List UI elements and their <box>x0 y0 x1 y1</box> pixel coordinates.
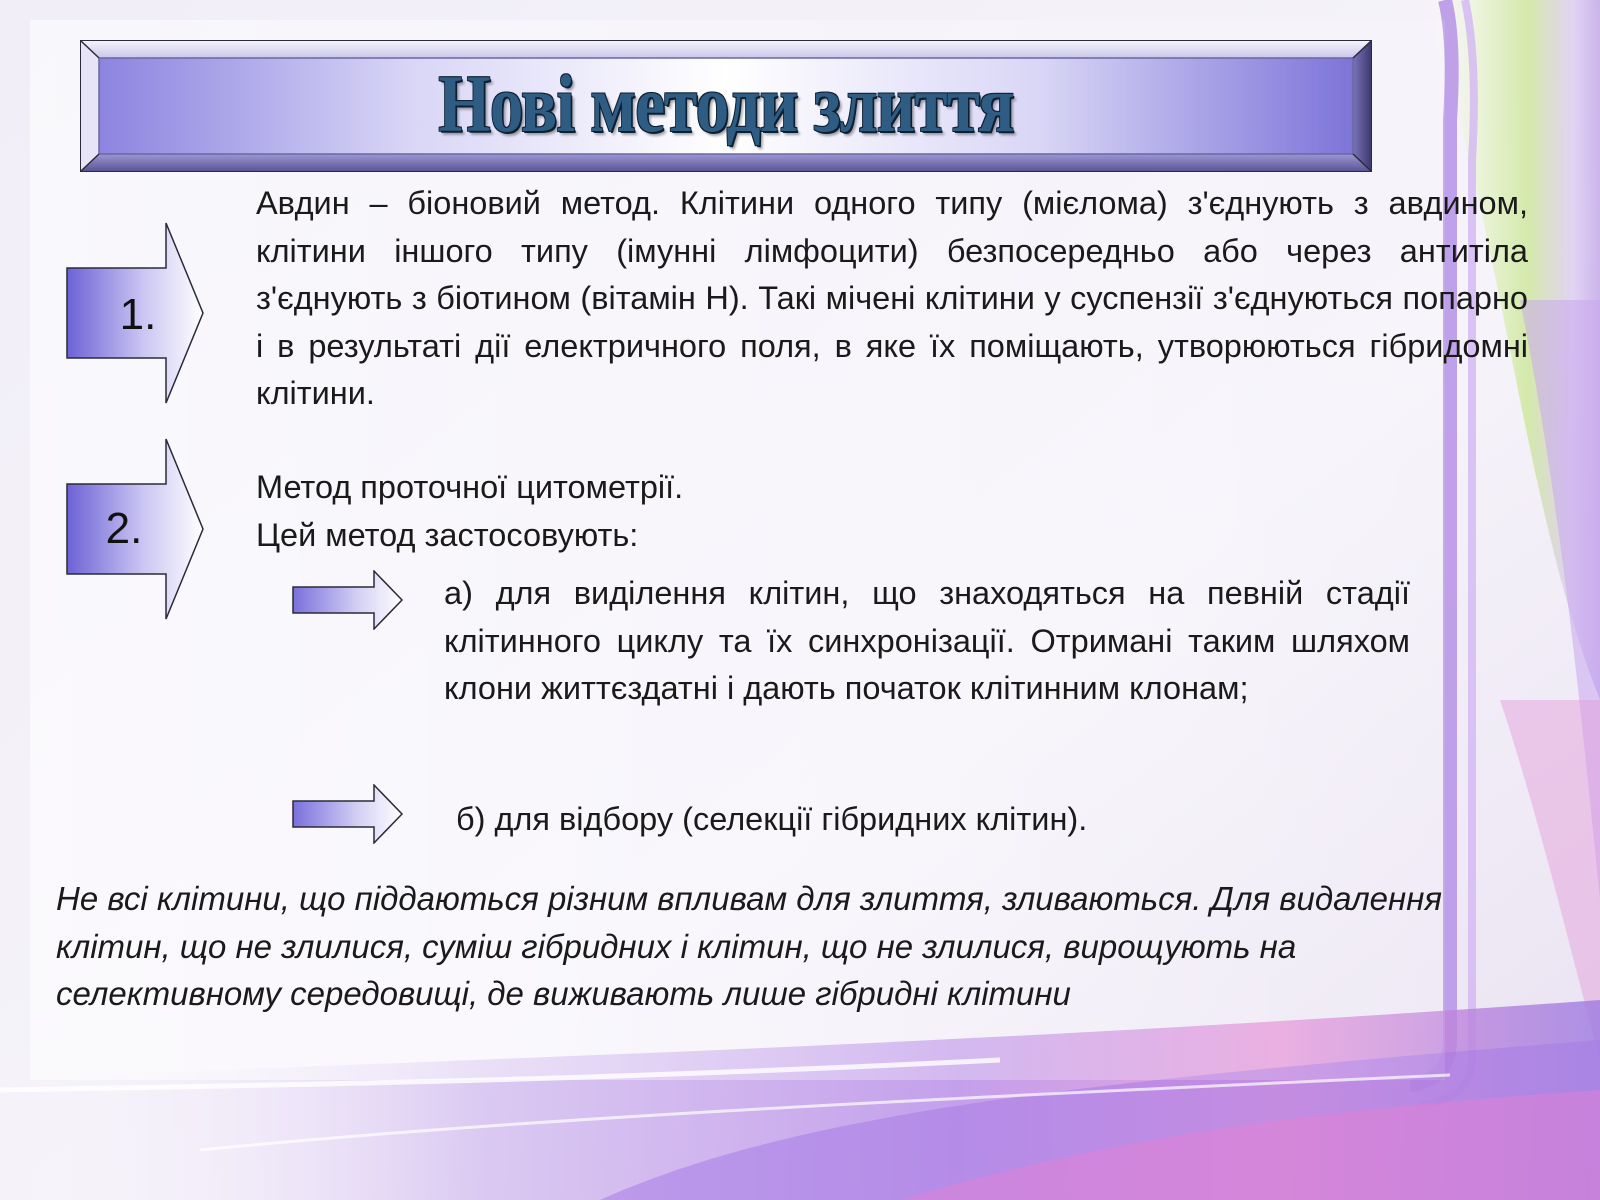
item-1-text: Авдин – біоновий метод. Клітини одного типу (мієлома) з'єднують з авдином, клітини іншого типу (імунні лімфоцити) безпосередньо або через антитіла з'єднують з біотином (вітамін Н). Такі мічені клітини у суспензії з'єднуються попарно і в результаті дії електричного поля, в яке їх поміщають, утворюються гібридомні клітини. <box>256 185 1528 411</box>
item-number-1: 1. <box>119 290 157 339</box>
sub-arrow-a-icon <box>292 570 404 630</box>
item-number-2: 2. <box>105 504 143 553</box>
footnote-italic: Не всі клітини, що піддаються різним впливам для злиття, зливаються. Для видалення клітин, що не злилися, суміш гібридних і клітин, що не злилися, вирощують на селективному середовищі, де виживають лише гібридні клітини <box>56 880 1442 1012</box>
slide-title: Нові методи злиття <box>438 58 1014 149</box>
title-banner <box>80 40 1372 172</box>
sub-item-b: б) для відбору (селекції гібридних клітин). <box>456 801 1088 837</box>
sub-arrow-b-icon <box>292 784 404 844</box>
sub-item-a: а) для виділення клітин, що знаходяться на певній стадії клітинного циклу та їх синхронізації. Отримані таким шляхом клони життєздатні і дають початок клітинним клонам; <box>444 575 1410 706</box>
item-2-subheading: Цей метод застосовують: <box>256 517 639 553</box>
item-2-heading: Метод проточної цитометрії. <box>256 469 684 505</box>
